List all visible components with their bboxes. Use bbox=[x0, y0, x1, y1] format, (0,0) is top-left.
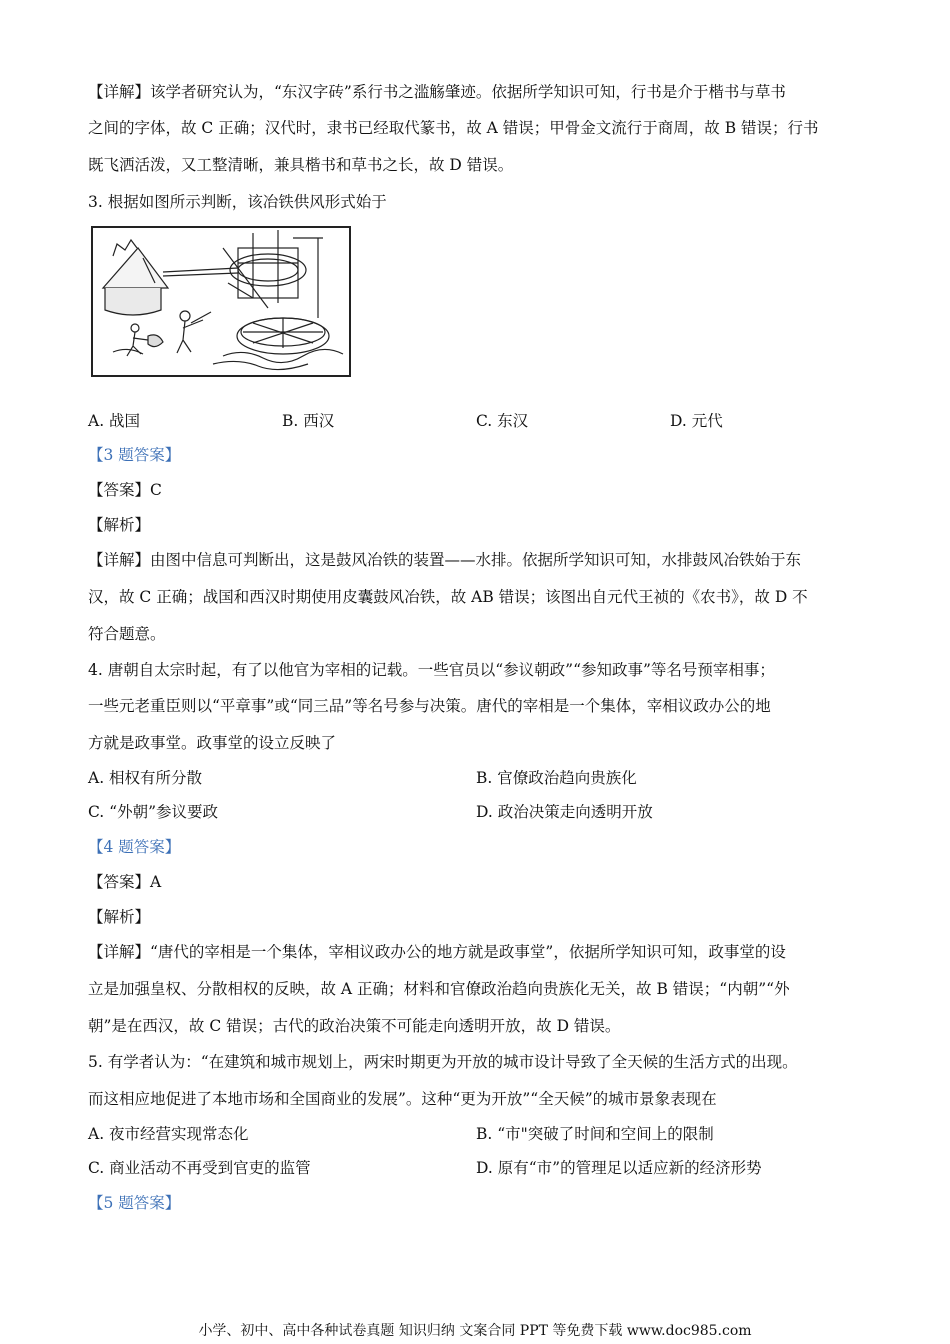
q3-stem: 3. 根据如图所示判断，该冶铁供风形式始于 bbox=[88, 193, 387, 211]
q4-detail-line-3: 朝”是在西汉，故 C 错误；古代的政治决策不可能走向透明开放，故 D 错误。 bbox=[88, 1017, 621, 1035]
q4-analysis-label: 【解析】 bbox=[88, 908, 151, 926]
q4-option-d: D. 政治决策走向透明开放 bbox=[476, 803, 653, 821]
q3-option-b: B. 西汉 bbox=[282, 412, 335, 430]
q5-stem-line-2: 而这相应地促进了本地市场和全国商业的发展”。这种“更为开放”“全天候”的城市景象表现在 bbox=[88, 1090, 717, 1108]
q5-option-b: B. “市"突破了时间和空间上的限制 bbox=[476, 1125, 714, 1143]
q4-option-c: C. “外朝”参议要政 bbox=[88, 803, 219, 821]
q3-option-a: A. 战国 bbox=[88, 412, 141, 430]
q4-option-a: A. 相权有所分散 bbox=[88, 769, 203, 787]
q5-option-a: A. 夜市经营实现常态化 bbox=[88, 1125, 249, 1143]
q5-stem-line-1: 5. 有学者认为：“在建筑和城市规划上，两宋时期更为开放的城市设计导致了全天候的生活方式的出现。 bbox=[88, 1053, 798, 1071]
q3-option-d: D. 元代 bbox=[670, 412, 723, 430]
page-footer: 小学、初中、高中各种试卷真题 知识归纳 文案合同 PPT 等免费下载 www.doc985.com bbox=[198, 1323, 752, 1339]
q2-detail-line-1: 【详解】该学者研究认为，“东汉字砖”系行书之滥觞肇迹。依据所学知识可知，行书是介于楷书与草书 bbox=[88, 83, 786, 101]
q3-answer-section: 【3 题答案】 bbox=[88, 446, 181, 464]
q5-option-d: D. 原有“市”的管理足以适应新的经济形势 bbox=[476, 1159, 762, 1177]
q3-detail-line-2: 汉，故 C 正确；战国和西汉时期使用皮囊鼓风冶铁，故 AB 错误；该图出自元代王祯的《农书》，故 D 不 bbox=[88, 588, 808, 606]
q4-stem-line-1: 4. 唐朝自太宗时起，有了以他官为宰相的记载。一些官员以“参议朝政”“参知政事”等名号预宰相事； bbox=[88, 661, 775, 679]
q4-option-b: B. 官僚政治趋向贵族化 bbox=[476, 769, 637, 787]
q3-analysis-label: 【解析】 bbox=[88, 516, 151, 534]
q4-stem-line-2: 一些元老重臣则以“平章事”或“同三品”等名号参与决策。唐代的宰相是一个集体，宰相议政办公的地 bbox=[88, 697, 771, 715]
q4-answer: 【答案】A bbox=[88, 873, 162, 891]
q4-detail-line-1: 【详解】“唐代的宰相是一个集体，宰相议政办公的地方就是政事堂”，依据所学知识可知，政事堂的设 bbox=[88, 943, 786, 961]
q2-detail-line-2: 之间的字体，故 C 正确；汉代时，隶书已经取代篆书，故 A 错误；甲骨金文流行于商周，故 B 错误；行书 bbox=[88, 119, 819, 137]
q4-stem-line-3: 方就是政事堂。政事堂的设立反映了 bbox=[88, 734, 337, 752]
q3-answer: 【答案】C bbox=[88, 481, 162, 499]
q3-option-c: C. 东汉 bbox=[476, 412, 529, 430]
q3-detail-line-3: 符合题意。 bbox=[88, 625, 166, 643]
q4-detail-line-2: 立是加强皇权、分散相权的反映，故 A 正确；材料和官僚政治趋向贵族化无关，故 B 错误；“内朝”“外 bbox=[88, 980, 790, 998]
q2-detail-line-3: 既飞洒活泼，又工整清晰，兼具楷书和草书之长，故 D 错误。 bbox=[88, 156, 514, 174]
water-bellows-drawing bbox=[93, 228, 349, 375]
q3-detail-line-1: 【详解】由图中信息可判断出，这是鼓风冶铁的装置——水排。依据所学知识可知，水排鼓风冶铁始于东 bbox=[88, 551, 802, 569]
q5-option-c: C. 商业活动不再受到官吏的监管 bbox=[88, 1159, 311, 1177]
water-bellows-illustration bbox=[91, 226, 351, 377]
q4-answer-section: 【4 题答案】 bbox=[88, 838, 181, 856]
q5-answer-section: 【5 题答案】 bbox=[88, 1194, 181, 1212]
